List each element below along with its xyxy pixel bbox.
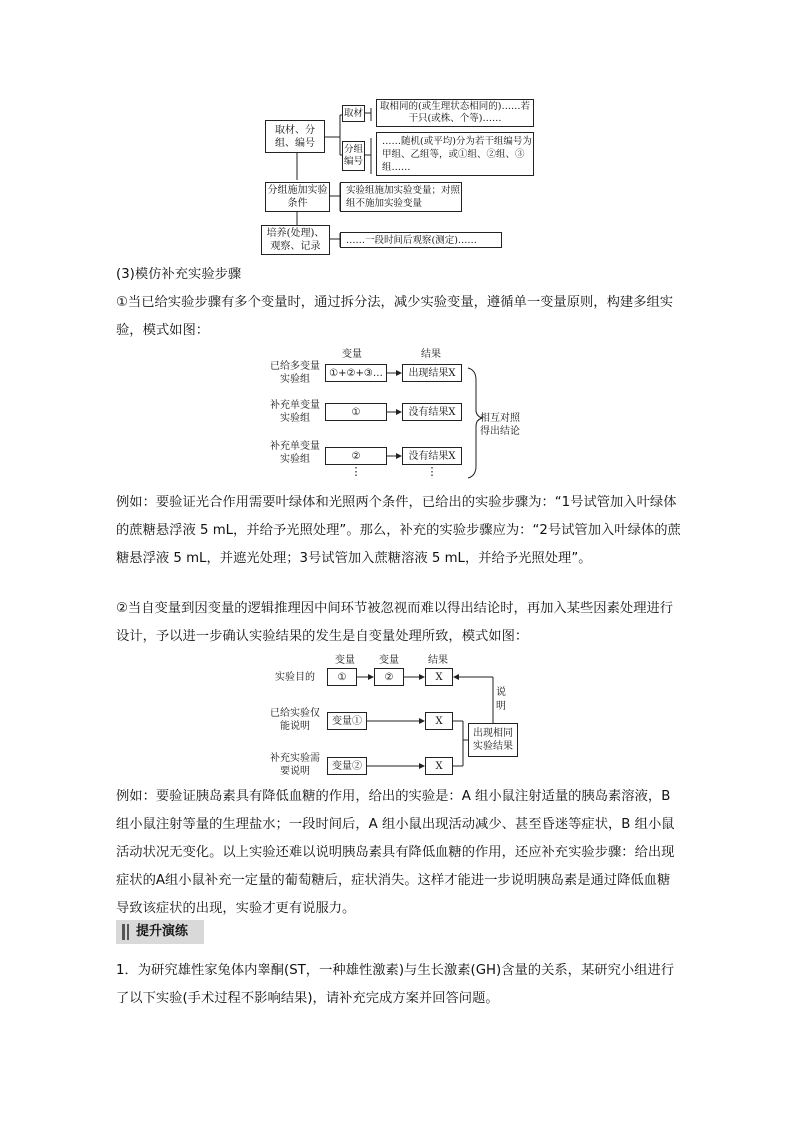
example-2: 例如：要验证胰岛素具有降低血糖的作用，给出的实验是：A 组小鼠注射适量的胰岛素溶液，B 组小鼠注射等量的生理盐水；一段时间后，A 组小鼠出现活动减少、甚至昏迷等症状，B 组小鼠活动状况无变化。以上实验还难以说明胰岛素具有降低血糖的作用，还应补充实验步骤：给出现症状的A组小鼠补充一定量的葡萄糖后，症状消失。这样才能进一步说明胰岛素是通过降低血糖导致该症状的出现，实验才更有说服力。 <box>116 789 675 916</box>
box-group-text: ……随机(或平均)分为若干组编号为甲组、乙组等，或①组、②组、③组…… <box>376 132 534 176</box>
badge-bar-icon-2 <box>127 924 129 940</box>
box-culture-text: ……一段时间后观察(测定)…… <box>340 232 502 248</box>
col-result-label-2: 结果 <box>428 655 448 666</box>
explain-label: 说明 <box>496 687 506 712</box>
box-take-text: 取相同的(或生理状态相同的)……若干只(或株、个等)…… <box>376 99 534 127</box>
row3-label: 补充单变量实验组 <box>270 441 320 465</box>
col-variable1-label: 变量 <box>335 655 355 666</box>
example-1: 例如：要验证光合作用需要叶绿体和光照两个条件，已给出的实验步骤为：“1号试管加入叶绿体的蔗糖悬浮液 5 mL，并给予光照处理”。那么，补充的实验步骤应为：“2号试管加入叶绿体的蔗糖悬浮液 5 mL，并遮光处理；3号试管加入蔗糖溶液 5 mL，并给予光照处理”。 <box>116 495 681 566</box>
row1-result-box: 出现结果X <box>402 364 462 382</box>
box-apply-conditions: 分组施加实验条件 <box>265 182 330 212</box>
purpose-var1-box: ① <box>327 668 357 686</box>
row2-given-label: 已给实验仅能说明 <box>270 708 320 732</box>
section-badge <box>116 920 204 944</box>
row2-label: 补充单变量实验组 <box>270 400 320 424</box>
vertical-dots-result: ⋮ <box>426 465 438 478</box>
box-take-material: 取材 <box>342 105 365 122</box>
question-1: 1．为研究雄性家兔体内睾酮(ST，一种雄性激素)与生长激素(GH)含量的关系，某研究小组进行了以下实验(手术过程不影响结果)，请补充完成方案并回答问题。 <box>116 963 675 1006</box>
badge-label: 提升演练 <box>136 924 189 939</box>
row3-supplement-label: 补充实验需要说明 <box>270 753 320 777</box>
given-result-box: X <box>425 712 453 730</box>
row1-variable-box: ①+②+③… <box>325 364 387 382</box>
badge-bar-icon <box>122 924 125 940</box>
row3-result-box: 没有结果X <box>402 447 462 465</box>
vertical-dots-variable: ⋮ <box>350 465 362 478</box>
paragraph-1: ①当已给实验步骤有多个变量时，通过拆分法，减少实验变量，遵循单一变量原则，构建多组实验，模式如图： <box>116 295 674 338</box>
same-result-box: 出现相同实验结果 <box>468 723 518 757</box>
supplement-var-box: 变量② <box>327 757 367 775</box>
conclusion-label: 相互对照得出结论 <box>480 413 520 437</box>
row1-label: 已给多变量实验组 <box>270 361 320 385</box>
row1-purpose-label: 实验目的 <box>275 672 315 683</box>
box-take-group-number: 取材、分组、编号 <box>265 120 325 153</box>
col-result-label: 结果 <box>421 349 441 360</box>
row2-variable-box: ① <box>325 403 387 421</box>
box-apply-text: 实验组施加实验变量；对照组不施加实验变量 <box>340 182 462 212</box>
box-group-number: 分组编号 <box>342 141 365 171</box>
purpose-var2-box: ② <box>374 668 404 686</box>
purpose-result-box: X <box>425 668 453 686</box>
paragraph-2: ②当自变量到因变量的逻辑推理因中间环节被忽视而难以得出结论时，再加入某些因素处理进行设计，予以进一步确认实验结果的发生是自变量处理所致，模式如图： <box>116 601 674 644</box>
given-var-box: 变量① <box>327 712 367 730</box>
box-culture-observe: 培养(处理)、观察、记录 <box>261 225 330 255</box>
col-variable2-label: 变量 <box>379 655 399 666</box>
section-heading-3: (3)模仿补充实验步骤 <box>116 267 242 282</box>
row2-result-box: 没有结果X <box>402 403 462 421</box>
col-variable-label: 变量 <box>342 349 362 360</box>
supplement-result-box: X <box>425 757 453 775</box>
row3-variable-box: ② <box>325 447 387 465</box>
